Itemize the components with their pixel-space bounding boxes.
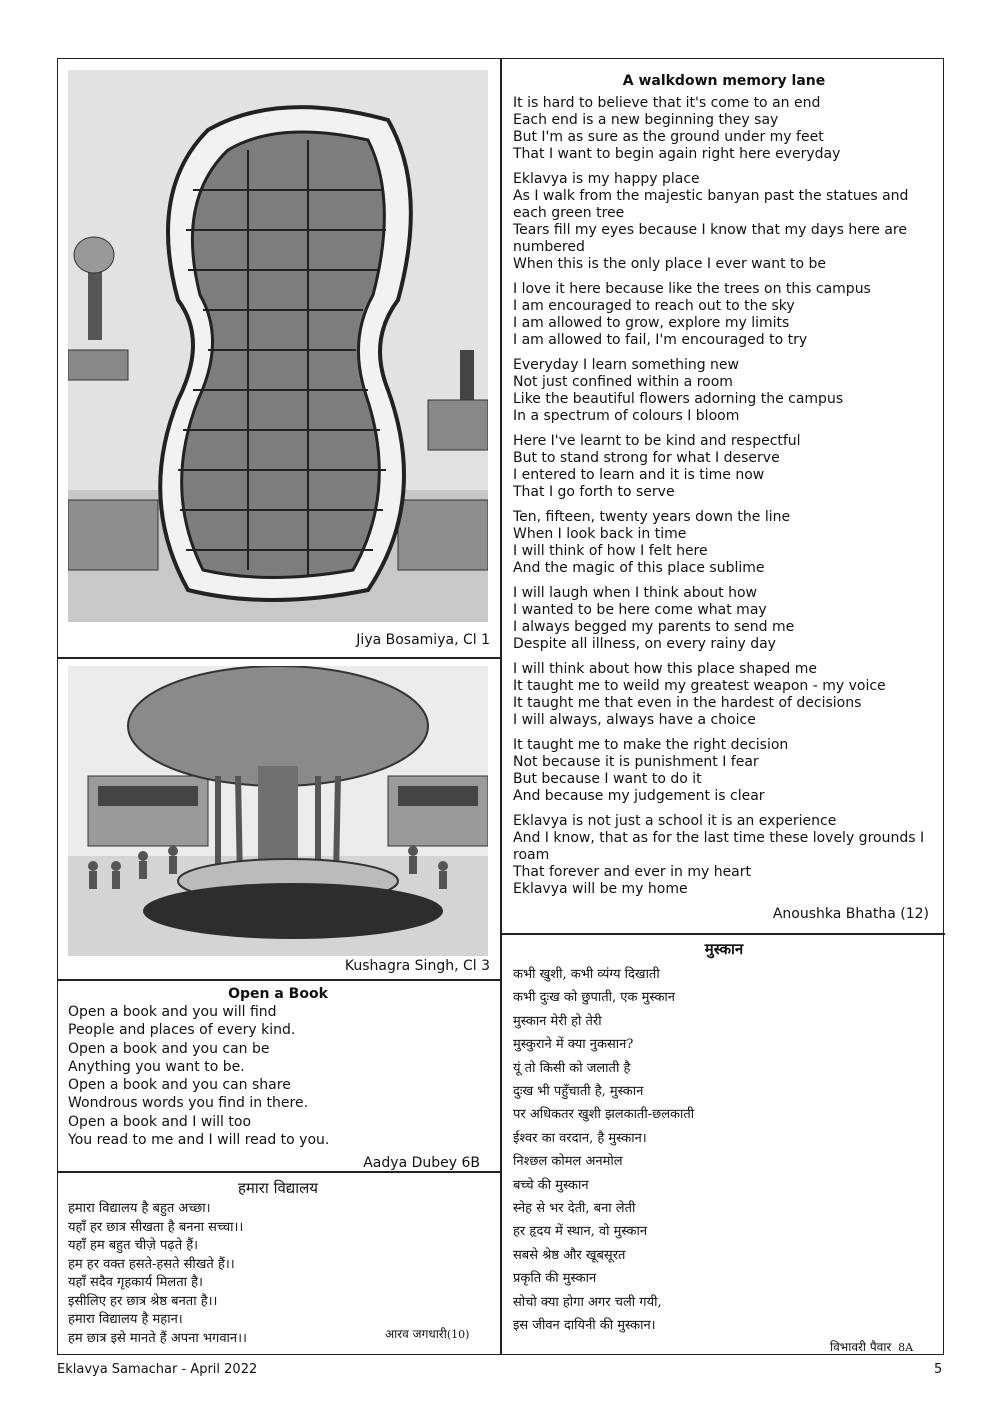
poem-line: But to stand strong for what I deserve	[513, 450, 780, 466]
footer-publication: Eklavya Samachar - April 2022	[57, 1362, 258, 1377]
poem-line: प्रकृति की मुस्कान	[513, 1271, 597, 1287]
poem-line: स्नेह से भर देती, बना लेती	[513, 1201, 636, 1217]
poem-line: यहाँ हम बहुत चीज़े पढ़ते हैं।	[68, 1238, 199, 1253]
poem-line: When this is the only place I ever want to be	[513, 256, 827, 272]
memory-lane-poem	[513, 73, 935, 922]
stanza	[513, 281, 935, 349]
poem-line: कभी खुशी, कभी व्यंग्य दिखाती	[513, 967, 660, 982]
drawing-banyan	[68, 666, 488, 956]
poem-line: It taught me to weild my greatest weapon - my voice	[513, 678, 886, 694]
poem-line: इसीलिए हर छात्र श्रेष्ठ बनता है।।	[68, 1293, 218, 1309]
poem-line: बच्चे की मुस्कान	[513, 1177, 589, 1193]
poem-line: And because my judgement is clear	[513, 788, 765, 804]
stanza	[513, 433, 935, 501]
poem-line: It is hard to believe that it's come to an end	[513, 95, 821, 111]
poem-line: But because I want to do it	[513, 771, 702, 787]
poem-line: I am allowed to grow, explore my limits	[513, 315, 790, 331]
poem-line: Anything you want to be.	[68, 1058, 245, 1075]
poem-line: हमारा विद्यालय है महान।	[68, 1312, 183, 1327]
open-book-poem	[68, 986, 488, 1171]
poem-line: It taught me to make the right decision	[513, 737, 789, 753]
poem-line: I wanted to be here come what may	[513, 602, 767, 618]
poem-line: I will always, always have a choice	[513, 712, 756, 728]
divider-memory	[501, 933, 945, 935]
poem-line: Despite all illness, on every rainy day	[513, 636, 776, 652]
poem-line: People and places of every kind.	[68, 1022, 296, 1039]
poem-line: Open a book and you can share	[68, 1077, 291, 1094]
poem-line: हर हृदय में स्थान, वो मुस्कान	[513, 1224, 648, 1240]
poem-line: Open a book and you can be	[68, 1040, 270, 1057]
poem-line: Wondrous words you find in there.	[68, 1095, 309, 1112]
hamara-author-class: (10)	[446, 1328, 470, 1341]
poem-line: You read to me and I will read to you.	[68, 1132, 330, 1149]
stanza	[513, 813, 935, 898]
poem-line: Eklavya will be my home	[513, 881, 688, 897]
poem-line: निश्छल कोमल अनमोल	[513, 1154, 623, 1170]
poem-line: यूं तो किसी को जलाती है	[513, 1060, 631, 1076]
poem-line: इस जीवन दायिनी की मुस्कान।	[513, 1318, 656, 1334]
memory-author: Anoushka Bhatha (12)	[772, 906, 929, 922]
open-book-title: Open a Book	[228, 986, 328, 1002]
hamara-title: हमारा विद्यालय	[237, 1179, 319, 1197]
poem-line: हम हर वक्त हसते-हसते सीखते हैं।।	[68, 1256, 235, 1272]
poem-line: मुस्कुराने में क्या नुकसान?	[513, 1037, 634, 1053]
poem-line: कभी दुःख को छुपाती, एक मुस्कान	[513, 990, 676, 1006]
divider-art2	[58, 979, 500, 981]
poem-line: सोचो क्या होगा अगर चली गयी,	[513, 1294, 662, 1310]
poem-line: But I'm as sure as the ground under my feet	[513, 129, 824, 145]
poem-line: As I walk from the majestic banyan past the statues and each green tree	[513, 188, 909, 221]
banyan-illustration	[68, 666, 488, 956]
poem-line: That forever and ever in my heart	[513, 864, 752, 880]
stanza	[513, 585, 935, 653]
poem-line: And the magic of this place sublime	[513, 560, 765, 576]
hamara-author: आरव जगधारी	[385, 1327, 447, 1341]
poem-line: यहाँ सदैव गृहकार्य मिलता है।	[68, 1275, 203, 1290]
open-book-author: Aadya Dubey 6B	[363, 1155, 480, 1172]
muskaan-author: विभावरी पैवार	[830, 1340, 892, 1354]
hamara-author-block	[385, 1325, 469, 1342]
poem-line: And I know, that as for the last time these lovely grounds I roam	[513, 830, 925, 863]
poem-line: That I want to begin again right here everyday	[513, 146, 841, 162]
muskaan-poem	[513, 939, 935, 1338]
stanza	[513, 737, 935, 805]
muskaan-author-block	[830, 1338, 913, 1355]
poem-line: I am allowed to fail, I'm encouraged to try	[513, 332, 808, 348]
poem-line: It taught me that even in the hardest of decisions	[513, 695, 862, 711]
poem-line: Not because it is punishment I fear	[513, 754, 759, 770]
muskaan-title: मुस्कान	[704, 940, 744, 958]
poem-line: Ten, fifteen, twenty years down the line	[513, 509, 791, 525]
muskaan-author-class: 8A	[898, 1341, 914, 1354]
muskaan-lines	[513, 963, 935, 1338]
poem-line: Here I've learnt to be kind and respectful	[513, 433, 801, 449]
poem-line: In a spectrum of colours I bloom	[513, 408, 740, 424]
poem-line: हम छात्र इसे मानते हैं अपना भगवान।।	[68, 1330, 247, 1346]
hamara-poem	[68, 1178, 488, 1348]
poem-line: Eklavya is not just a school it is an experience	[513, 813, 837, 829]
poem-line: सबसे श्रेष्ठ और खूबसूरत	[513, 1247, 626, 1263]
poem-line: I am encouraged to reach out to the sky	[513, 298, 795, 314]
poem-line: Open a book and you will find	[68, 1004, 277, 1020]
memory-stanzas	[513, 95, 935, 898]
poem-line: Like the beautiful flowers adorning the campus	[513, 391, 844, 407]
stanza	[513, 509, 935, 577]
stanza	[513, 661, 935, 729]
drawing-pathway	[68, 70, 488, 622]
poem-line: When I look back in time	[513, 526, 687, 542]
art2-credit: Kushagra Singh, Cl 3	[344, 958, 490, 974]
poem-line: Eklavya is my happy place	[513, 171, 700, 187]
stanza	[513, 357, 935, 425]
poem-line: Tears fill my eyes because I know that my days here are numbered	[513, 222, 907, 255]
poem-line: हमारा विद्यालय है बहुत अच्छा।	[68, 1201, 211, 1216]
pathway-illustration	[68, 70, 488, 622]
poem-line: पर अधिकतर खुशी झलकाती-छलकाती	[513, 1107, 695, 1123]
stanza	[513, 171, 935, 273]
poem-line: I entered to learn and it is time now	[513, 467, 765, 483]
footer-page-number: 5	[934, 1362, 943, 1377]
poem-line: मुस्कान मेरी हो तेरी	[513, 1013, 602, 1029]
poem-line: Open a book and I will too	[68, 1113, 252, 1130]
art1-credit: Jiya Bosamiya, Cl 1	[356, 632, 490, 648]
poem-line: I will laugh when I think about how	[513, 585, 757, 601]
poem-line: I love it here because like the trees on this campus	[513, 281, 871, 297]
divider-art1	[58, 657, 500, 659]
poem-line: यहाँ हर छात्र सीखता है बनना सच्चा।।	[68, 1219, 244, 1235]
poem-line: Everyday I learn something new	[513, 357, 739, 373]
poem-line: I will think of how I felt here	[513, 543, 708, 559]
stanza	[513, 95, 935, 163]
memory-title: A walkdown memory lane	[622, 73, 826, 89]
poem-line: I will think about how this place shaped me	[513, 661, 817, 677]
poem-line: ईश्वर का वरदान, है मुस्कान।	[513, 1130, 647, 1146]
poem-line: Each end is a new beginning they say	[513, 112, 779, 128]
poem-line: दुःख भी पहुँचाती है, मुस्कान	[513, 1084, 644, 1100]
column-divider	[500, 59, 502, 1354]
poem-line: That I go forth to serve	[513, 484, 675, 500]
poem-line: Not just confined within a room	[513, 374, 733, 390]
poem-line: I always begged my parents to send me	[513, 619, 795, 635]
